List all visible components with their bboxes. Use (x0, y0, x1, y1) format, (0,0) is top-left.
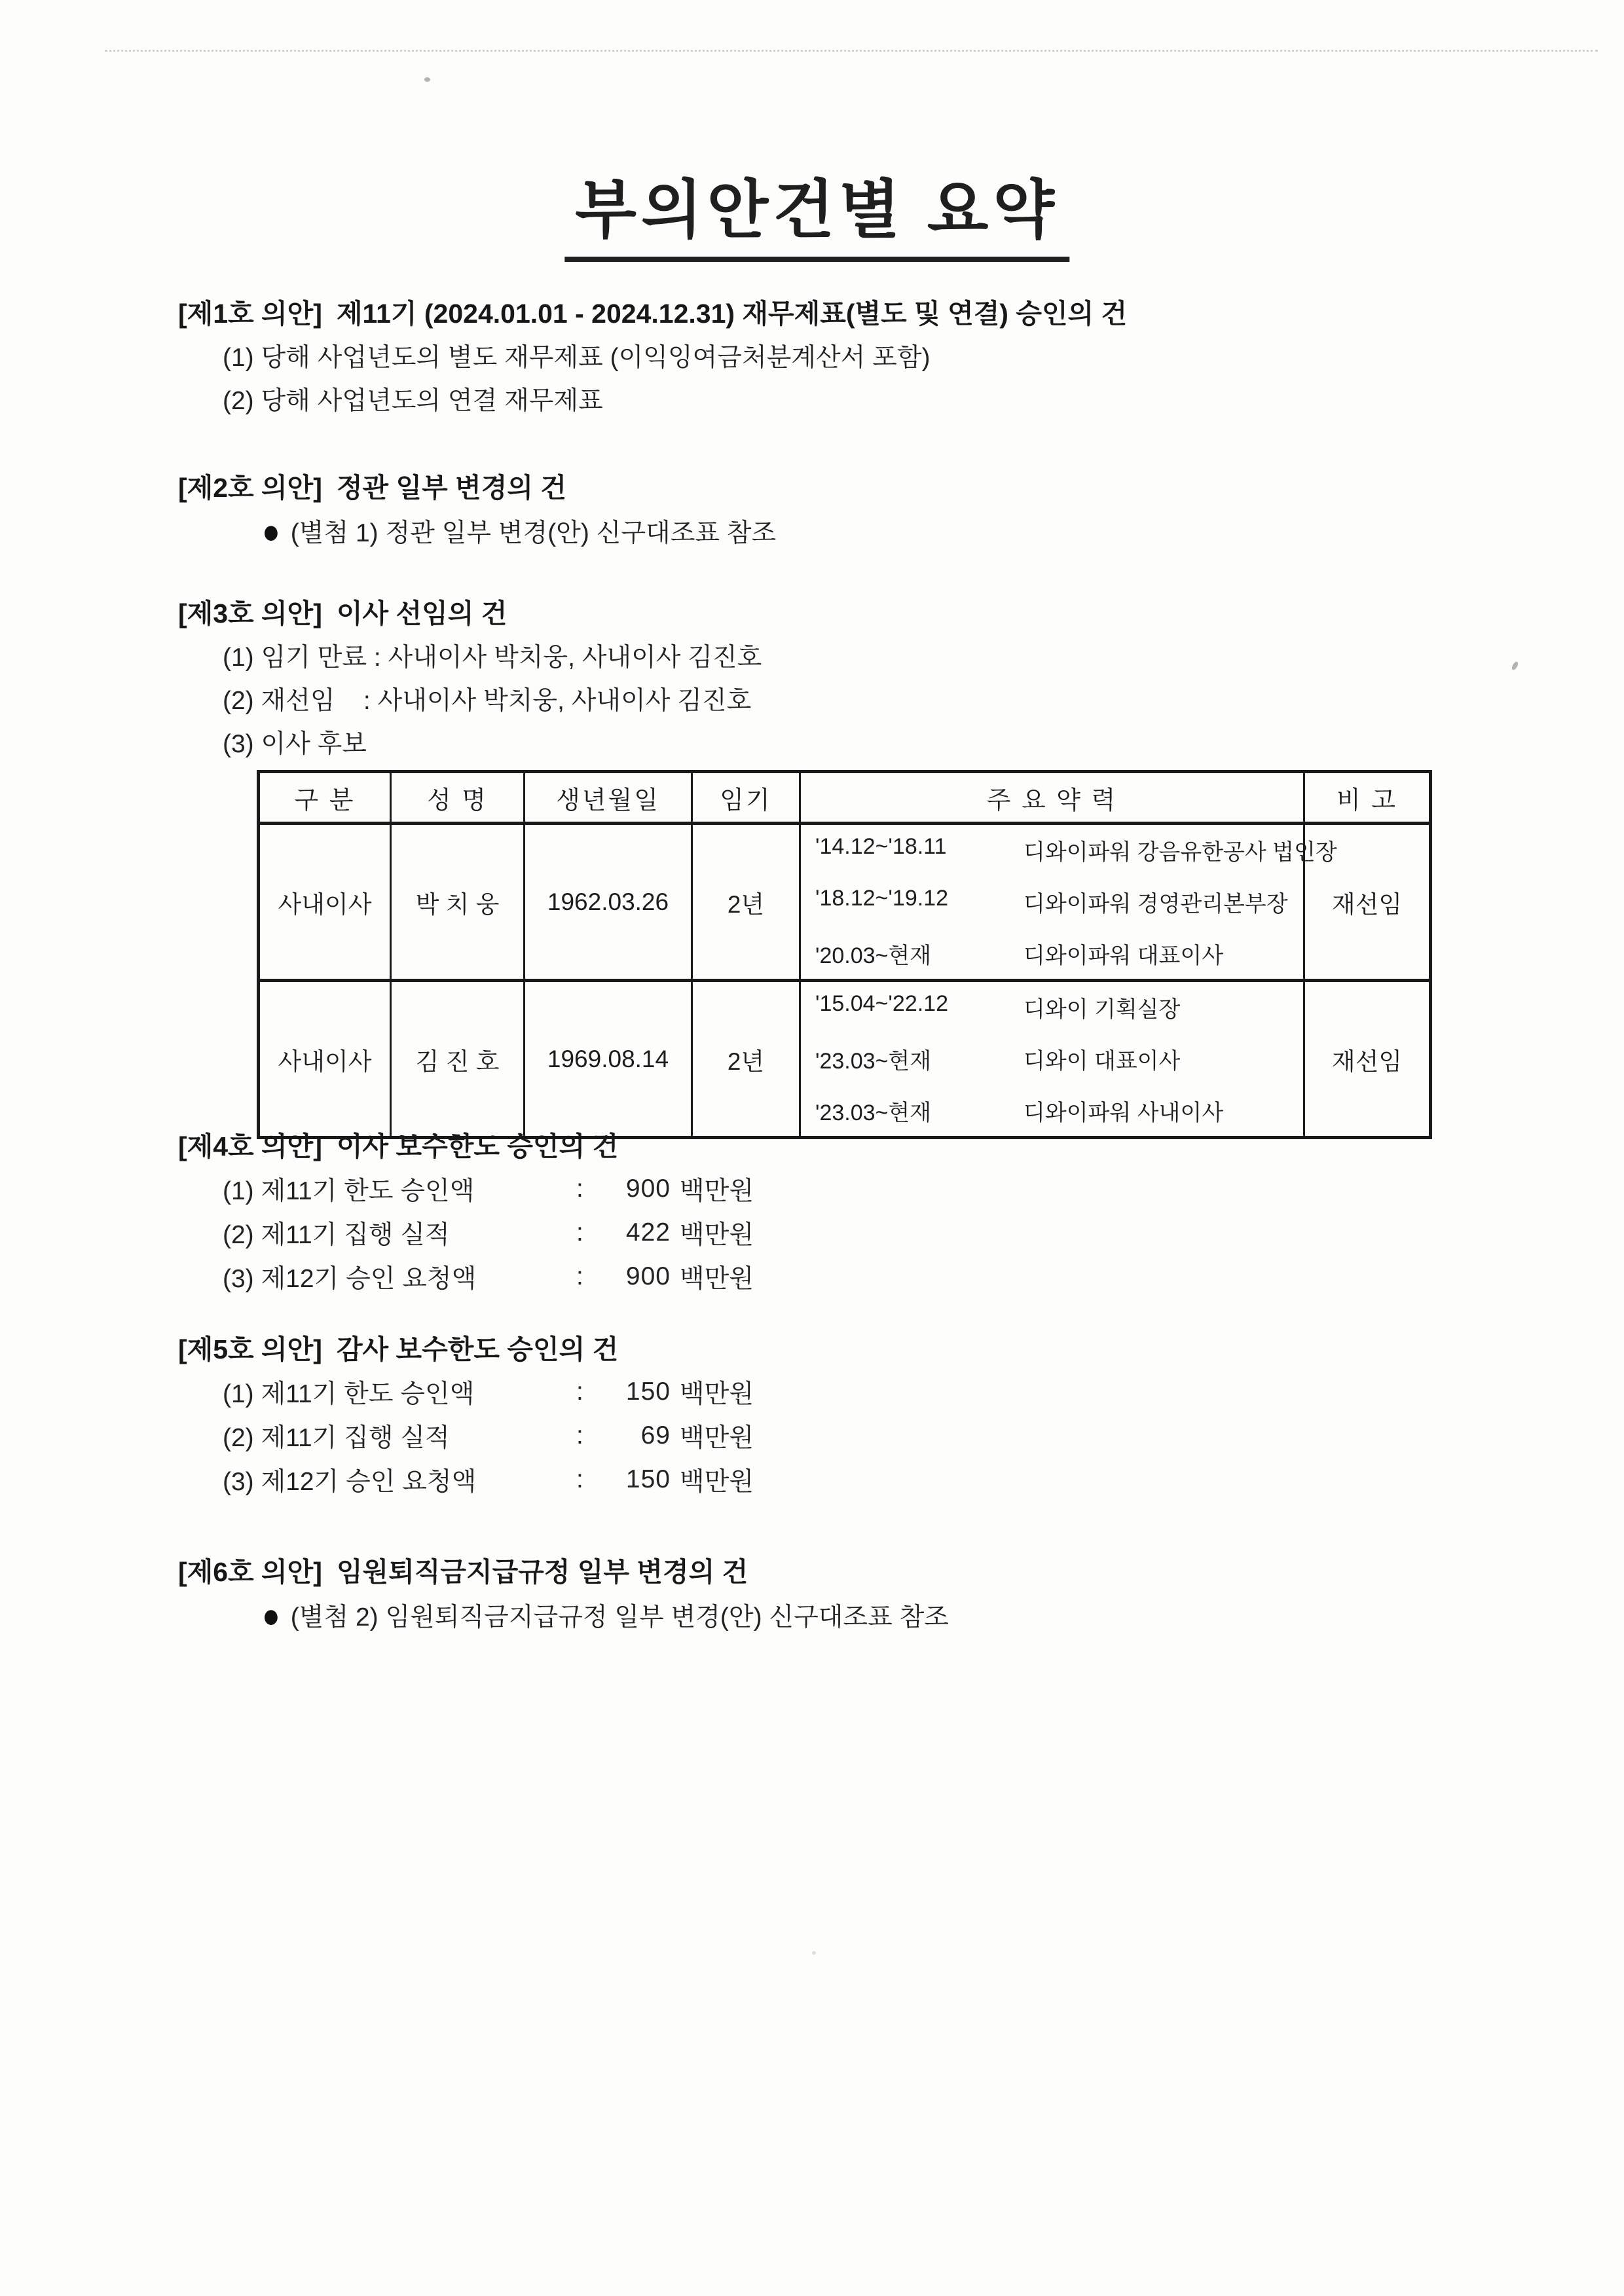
agenda-4-tag: [제4호 의안] (178, 1131, 322, 1161)
agenda-5-amount-2 (223, 1413, 1462, 1457)
agenda-4-title: 이사 보수한도 승인의 건 (336, 1131, 619, 1161)
career-entry (815, 938, 1297, 970)
table-header-row (259, 772, 1431, 824)
page-title: 부의안건별 요약 (564, 158, 1069, 262)
amount-unit: 백만원 (680, 1220, 754, 1249)
amount-colon: : (576, 1174, 583, 1203)
amount-label: (2) 제11기 집행 실적 (223, 1423, 450, 1452)
career-period: '14.12~'18.11 (815, 834, 947, 859)
agenda-3-title: 이사 선임의 건 (336, 598, 507, 629)
amount-value: 422 (625, 1218, 671, 1247)
career-period: '23.03~현재 (815, 1101, 932, 1125)
career-desc: 디와이파워 강음유한공사 법인장 (1024, 840, 1337, 865)
agenda-3-item-3-text: (3) 이사 후보 (223, 730, 367, 758)
table-row-candidate-1 (259, 824, 1431, 981)
agenda-2-title: 정관 일부 변경의 건 (336, 472, 566, 503)
agenda-3-item-3 (223, 720, 1462, 763)
career-entry (815, 991, 1297, 1023)
header-category: 구 분 (259, 772, 391, 824)
cell-birth: 1969.08.14 (525, 981, 692, 1138)
agenda-1-item-2 (223, 377, 1462, 420)
amount-label: (3) 제12기 승인 요청액 (223, 1467, 477, 1496)
table-row-candidate-2 (259, 981, 1431, 1138)
agenda-1-title: 제11기 (2024.01.01 - 2024.12.31) 재무제표(별도 및 연결) 승인의 건 (336, 298, 1128, 329)
agenda-4-amount-3 (223, 1254, 1462, 1298)
career-desc: 디와이파워 경영관리본부장 (1024, 892, 1288, 917)
bullet-icon: ● (262, 511, 280, 551)
career-entry (815, 834, 1337, 866)
header-career: 주 요 약 력 (800, 772, 1304, 824)
agenda-6-title: 임원퇴직금지급규정 일부 변경의 건 (336, 1556, 748, 1587)
amount-value: 69 (640, 1421, 671, 1449)
agenda-3-item-1 (223, 634, 1462, 677)
agenda-4-heading (178, 1121, 1462, 1167)
agenda-4-amount-1 (223, 1167, 1462, 1211)
cell-career (800, 824, 1337, 981)
amount-value: 150 (625, 1465, 671, 1493)
cell-name: 김 진 호 (391, 981, 525, 1138)
career-period: '18.12~'19.12 (815, 886, 949, 911)
scan-speck (812, 1951, 816, 1955)
cell-term: 2년 (692, 824, 800, 981)
agenda-section-3 (178, 588, 1462, 763)
amount-value: 150 (625, 1377, 671, 1406)
amount-label: (2) 제11기 집행 실적 (223, 1220, 450, 1249)
amount-unit: 백만원 (680, 1379, 754, 1408)
agenda-5-heading (178, 1324, 1462, 1370)
agenda-3-item-2-text: (2) 재선임 : 사내이사 박치웅, 사내이사 김진호 (223, 687, 752, 715)
cell-career (800, 981, 1304, 1138)
agenda-section-1 (178, 288, 1462, 420)
agenda-5-amount-1 (223, 1370, 1462, 1413)
scan-noise-line (105, 50, 1598, 52)
agenda-1-tag: [제1호 의안] (178, 298, 322, 329)
agenda-5-tag: [제5호 의안] (178, 1334, 322, 1364)
cell-term: 2년 (692, 981, 800, 1138)
agenda-3-heading (178, 588, 1462, 634)
amount-label: (1) 제11기 한도 승인액 (223, 1176, 475, 1205)
amount-colon: : (576, 1465, 583, 1493)
career-desc: 디와이파워 대표이사 (1024, 943, 1224, 968)
header-note: 비 고 (1304, 772, 1431, 824)
agenda-section-6 (178, 1546, 1462, 1638)
header-birth: 생년월일 (525, 772, 692, 824)
bullet-icon: ● (262, 1595, 280, 1635)
agenda-5-title: 감사 보수한도 승인의 건 (336, 1334, 619, 1364)
amount-label: (3) 제12기 승인 요청액 (223, 1264, 477, 1293)
agenda-6-attachment-text: (별첨 2) 임원퇴직금지급규정 일부 변경(안) 신구대조표 참조 (290, 1603, 949, 1631)
header-term: 임기 (692, 772, 800, 824)
career-period: '23.03~현재 (815, 1049, 932, 1074)
career-desc: 디와이 대표이사 (1024, 1049, 1181, 1074)
career-period: '20.03~현재 (815, 943, 932, 968)
career-entry (815, 886, 1297, 918)
agenda-5-amount-3 (223, 1457, 1462, 1501)
agenda-3-tag: [제3호 의안] (178, 598, 322, 629)
scan-speck (424, 77, 430, 82)
amount-unit: 백만원 (680, 1423, 754, 1452)
amount-unit: 백만원 (680, 1176, 754, 1205)
amount-label: (1) 제11기 한도 승인액 (223, 1379, 475, 1408)
agenda-6-tag: [제6호 의안] (178, 1556, 322, 1587)
cell-name: 박 치 웅 (391, 824, 525, 981)
agenda-2-attachment-text: (별첨 1) 정관 일부 변경(안) 신구대조표 참조 (290, 519, 777, 547)
career-desc: 디와이파워 사내이사 (1024, 1101, 1224, 1125)
agenda-6-attachment-note (262, 1592, 1462, 1638)
agenda-3-item-1-text: (1) 임기 만료 : 사내이사 박치웅, 사내이사 김진호 (223, 644, 762, 672)
cell-note: 재선임 (1304, 824, 1431, 981)
cell-category: 사내이사 (259, 824, 391, 981)
career-desc: 디와이 기획실장 (1024, 997, 1181, 1022)
amount-value: 900 (625, 1174, 671, 1203)
agenda-1-item-2-text: (2) 당해 사업년도의 연결 재무제표 (223, 387, 603, 415)
agenda-4-amount-2 (223, 1211, 1462, 1254)
career-entry (815, 1043, 1297, 1075)
scan-speck (1511, 661, 1519, 671)
amount-unit: 백만원 (680, 1264, 754, 1293)
amount-colon: : (576, 1262, 583, 1290)
agenda-6-heading (178, 1546, 1462, 1592)
cell-birth: 1962.03.26 (525, 824, 692, 981)
agenda-2-heading (178, 462, 1462, 508)
header-name: 성 명 (391, 772, 525, 824)
amount-colon: : (576, 1218, 583, 1247)
career-period: '15.04~'22.12 (815, 991, 949, 1016)
amount-value: 900 (625, 1262, 671, 1290)
cell-category: 사내이사 (259, 981, 391, 1138)
director-candidates-table (257, 770, 1432, 1139)
agenda-section-2 (178, 462, 1462, 554)
amount-unit: 백만원 (680, 1467, 754, 1496)
agenda-1-item-1 (223, 334, 1462, 377)
agenda-2-attachment-note (262, 508, 1462, 554)
agenda-section-4 (178, 1121, 1462, 1298)
amount-colon: : (576, 1421, 583, 1449)
agenda-2-tag: [제2호 의안] (178, 472, 322, 503)
agenda-1-item-1-text: (1) 당해 사업년도의 별도 재무제표 (이익잉여금처분계산서 포함) (223, 344, 931, 372)
amount-colon: : (576, 1377, 583, 1406)
agenda-3-item-2 (223, 677, 1462, 720)
agenda-1-heading (178, 288, 1462, 334)
cell-note: 재선임 (1304, 981, 1431, 1138)
agenda-section-5 (178, 1324, 1462, 1501)
